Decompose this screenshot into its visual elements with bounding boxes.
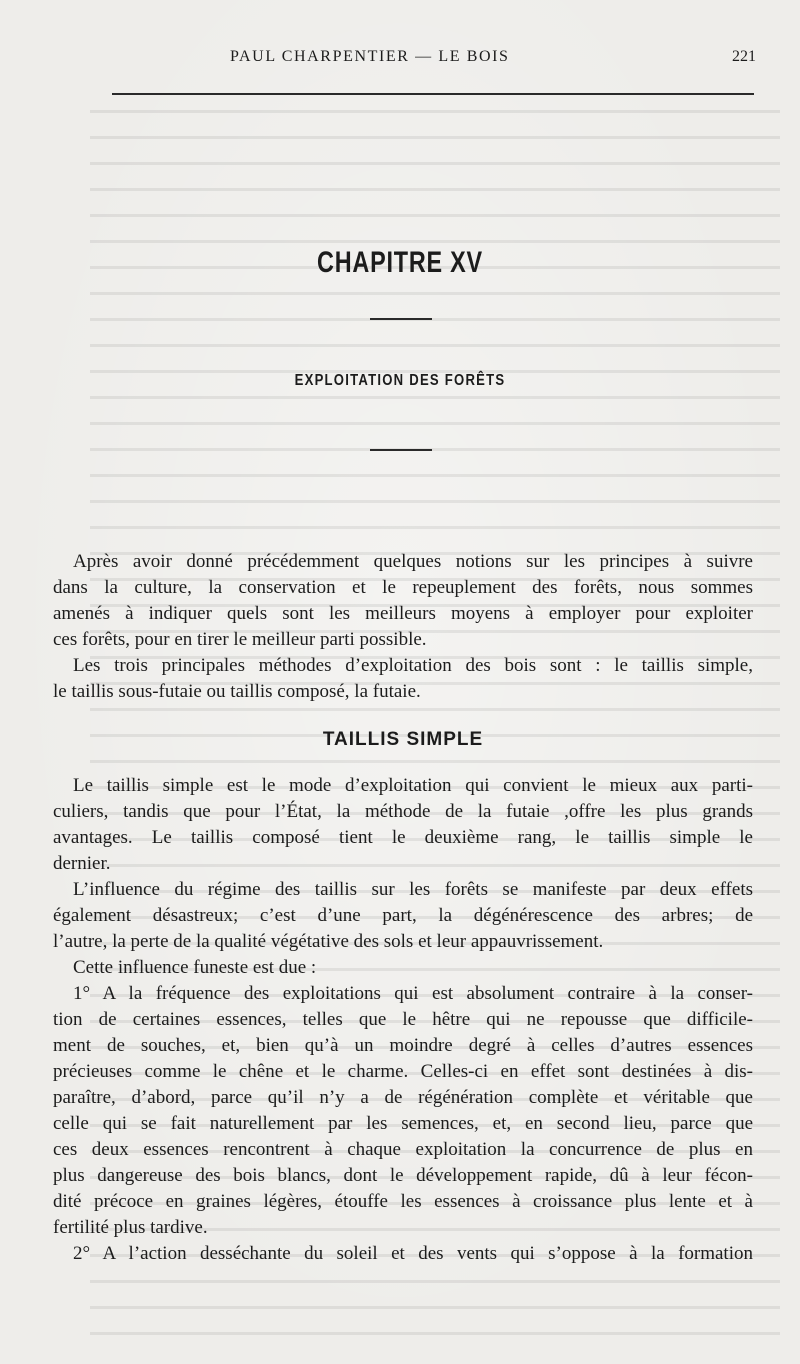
paragraph-5 (53, 955, 753, 981)
paragraph-7 (53, 1241, 753, 1267)
text-line: Après avoir donné précédemment quelques notions sur les principes à suivre (73, 551, 753, 572)
text-line: amenés à indiquer quels sont les meilleurs moyens à employer pour exploiter (53, 603, 753, 624)
page-number: 221 (732, 48, 756, 65)
text-line: précieuses comme le chêne et le charme. Celles-ci en effet sont destinées à dis- (53, 1061, 753, 1082)
text-line: dans la culture, la conservation et le repeuplement des forêts, nous sommes (53, 577, 753, 598)
text-line: culiers, tandis que pour l’État, la méthode de la futaie ,offre les plus grands (53, 801, 753, 822)
paragraph-6 (53, 981, 753, 1241)
text-line: ment de souches, et, bien qu’à un moindre degré à celles d’autres essences (53, 1035, 753, 1056)
header-rule (112, 93, 754, 95)
chapter-title: CHAPITRE XV (317, 246, 483, 279)
chapter-rule-bottom (370, 449, 432, 451)
text-line: 2° A l’action desséchante du soleil et des vents qui s’oppose à la formation (73, 1243, 753, 1264)
body-text (53, 549, 753, 1267)
text-line: ces forêts, pour en tirer le meilleur parti possible. (53, 629, 427, 650)
running-head (110, 48, 756, 76)
running-title: PAUL CHARPENTIER — LE BOIS (230, 48, 510, 65)
paragraph-3 (53, 773, 753, 877)
text-line: le taillis sous-futaie ou taillis composé, la futaie. (53, 681, 421, 702)
text-line: paraître, d’abord, parce qu’il n’y a de régénération complète et véritable que (53, 1087, 753, 1108)
section-heading: TAILLIS SIMPLE (322, 729, 484, 750)
text-line: dité précoce en graines légères, étouffe les essences à croissance plus lente et à (53, 1191, 753, 1212)
paragraph-2 (53, 653, 753, 705)
paragraph-4 (53, 877, 753, 955)
text-line: 1° A la fréquence des exploitations qui est absolument contraire à la conser- (73, 983, 753, 1004)
text-line: L’influence du régime des taillis sur les forêts se manifeste par deux effets (73, 879, 753, 900)
text-line: dernier. (53, 853, 111, 874)
text-line: Les trois principales méthodes d’exploitation des bois sont : le taillis simple, (73, 655, 753, 676)
chapter-subtitle: EXPLOITATION DES FORÊTS (294, 372, 506, 389)
text-line: avantages. Le taillis composé tient le deuxième rang, le taillis simple le (53, 827, 753, 848)
text-line: ces deux essences rencontrent à chaque exploitation la concurrence de plus en (53, 1139, 753, 1160)
text-line: celle qui se fait naturellement par les semences, et, en second lieu, parce que (53, 1113, 753, 1134)
text-line: plus dangereuse des bois blancs, dont le développement rapide, dû à leur fécon- (53, 1165, 753, 1186)
text-line: tion de certaines essences, telles que le hêtre qui ne repousse que difficile- (53, 1009, 753, 1030)
text-line: également désastreux; c’est d’une part, la dégénérescence des arbres; de (53, 905, 753, 926)
paragraph-1 (53, 549, 753, 653)
chapter-rule-top (370, 318, 432, 320)
text-line: l’autre, la perte de la qualité végétative des sols et leur appauvrissement. (53, 931, 604, 952)
text-line: fertilité plus tardive. (53, 1217, 208, 1238)
text-line: Cette influence funeste est due : (73, 957, 317, 978)
text-line: Le taillis simple est le mode d’exploitation qui convient le mieux aux parti- (73, 775, 753, 796)
